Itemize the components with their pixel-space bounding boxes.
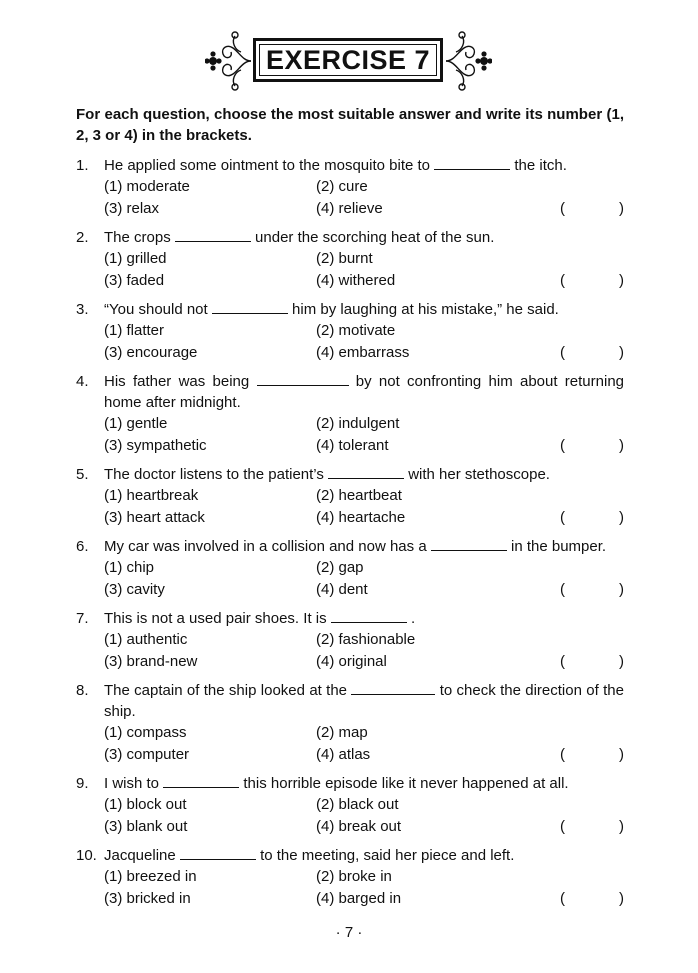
option-3: (3) brand-new (104, 652, 198, 670)
answer-blank[interactable] (175, 228, 251, 242)
question-item (76, 845, 624, 909)
question-text-before: “You should not (104, 301, 208, 318)
bracket-open: ( (560, 271, 565, 289)
question-text (104, 155, 624, 176)
options-row (76, 342, 624, 364)
option-4: (4) withered (316, 271, 396, 289)
question-number: 3. (76, 301, 89, 318)
answer-blank[interactable] (351, 681, 435, 695)
question-text (104, 845, 624, 866)
bracket-close: ) (619, 580, 624, 598)
option-1: (1) gentle (104, 415, 168, 432)
option-3: (3) computer (104, 745, 190, 763)
bracket-close: ) (619, 889, 624, 907)
option-1: (1) block out (104, 796, 187, 813)
options-row (76, 794, 624, 816)
options-row (76, 651, 624, 673)
option-3: (3) blank out (104, 817, 188, 835)
options-row (76, 485, 624, 507)
option-2: (2) motivate (316, 322, 396, 339)
options-row (76, 579, 624, 601)
question-text-before: The doctor listens to the patient’s (104, 466, 324, 483)
bracket-close: ) (619, 271, 624, 289)
bracket-open: ( (560, 436, 565, 454)
options-row (76, 744, 624, 766)
options-row (76, 198, 624, 220)
options-row (76, 248, 624, 270)
options-row (76, 176, 624, 198)
question-text-after: to check the direction of the ship. (104, 682, 624, 720)
question-number: 5. (76, 466, 89, 483)
question-text-after: under the scorching heat of the sun. (255, 229, 495, 246)
bracket-open: ( (560, 343, 565, 361)
option-4: (4) heartache (316, 508, 406, 526)
answer-bracket[interactable] (560, 198, 624, 220)
question-item (76, 299, 624, 363)
option-2: (2) fashionable (316, 631, 416, 648)
question-text-before: This is not a used pair shoes. It is (104, 610, 327, 627)
question-item (76, 536, 624, 600)
options-row (76, 888, 624, 910)
answer-bracket[interactable] (560, 888, 624, 910)
question-text-after: him by laughing at his mistake,” he said. (292, 301, 559, 318)
question-text-before: He applied some ointment to the mosquito bite to (104, 157, 431, 174)
answer-blank[interactable] (257, 372, 349, 386)
answer-bracket[interactable] (560, 270, 624, 292)
question-number: 7. (76, 610, 89, 627)
option-1: (1) authentic (104, 631, 188, 648)
answer-bracket[interactable] (560, 651, 624, 673)
question-item (76, 371, 624, 456)
option-4: (4) original (316, 652, 387, 670)
question-number: 2. (76, 229, 89, 246)
option-1: (1) chip (104, 559, 155, 576)
question-list (76, 155, 624, 917)
option-1: (1) flatter (104, 322, 165, 339)
option-4: (4) dent (316, 580, 368, 598)
options-row (76, 413, 624, 435)
option-2: (2) cure (316, 178, 368, 195)
question-text-before: The crops (104, 229, 171, 246)
options-row (76, 866, 624, 888)
question-number: 10. (76, 847, 97, 864)
answer-bracket[interactable] (560, 435, 624, 457)
option-1: (1) moderate (104, 178, 190, 195)
question-text (104, 773, 624, 794)
question-text (104, 227, 624, 248)
option-3: (3) relax (104, 199, 160, 217)
options-row (76, 816, 624, 838)
bracket-open: ( (560, 199, 565, 217)
bracket-close: ) (619, 436, 624, 454)
question-item (76, 773, 624, 837)
answer-bracket[interactable] (560, 744, 624, 766)
answer-blank[interactable] (331, 609, 407, 623)
title-frame (253, 38, 443, 82)
question-text (104, 299, 624, 320)
question-number: 1. (76, 157, 89, 174)
question-text (104, 608, 624, 629)
question-text-before: The captain of the ship looked at the (104, 682, 348, 699)
option-2: (2) indulgent (316, 415, 400, 432)
option-3: (3) faded (104, 271, 165, 289)
question-text-after: to the meeting, said her piece and left. (260, 847, 515, 864)
answer-blank[interactable] (163, 774, 239, 788)
question-text-after: the itch. (514, 157, 567, 174)
question-text-before: My car was involved in a collision and now has a (104, 538, 427, 555)
option-1: (1) compass (104, 724, 187, 741)
question-text-before: I wish to (104, 775, 160, 792)
answer-bracket[interactable] (560, 342, 624, 364)
answer-blank[interactable] (328, 465, 404, 479)
option-4: (4) break out (316, 817, 402, 835)
question-text (104, 680, 624, 722)
question-text (104, 464, 624, 485)
question-item (76, 464, 624, 528)
question-item (76, 680, 624, 765)
options-row (76, 629, 624, 651)
page-title: EXERCISE 7 (265, 44, 431, 75)
question-text-before: Jacqueline (104, 847, 176, 864)
option-4: (4) tolerant (316, 436, 389, 454)
bracket-close: ) (619, 508, 624, 526)
page-number: · 7 · (335, 924, 363, 941)
option-2: (2) black out (316, 796, 399, 813)
options-row (76, 320, 624, 342)
option-2: (2) broke in (316, 868, 392, 885)
option-3: (3) sympathetic (104, 436, 207, 454)
option-3: (3) encourage (104, 343, 198, 361)
question-number: 9. (76, 775, 89, 792)
question-text-after: . (410, 610, 416, 627)
options-row (76, 270, 624, 292)
option-4: (4) barged in (316, 889, 402, 907)
bracket-open: ( (560, 508, 565, 526)
question-item (76, 227, 624, 291)
answer-blank[interactable] (212, 300, 288, 314)
option-3: (3) heart attack (104, 508, 205, 526)
answer-bracket[interactable] (560, 579, 624, 601)
question-text-after: with her stethoscope. (408, 466, 550, 483)
bracket-close: ) (619, 817, 624, 835)
question-text (104, 536, 624, 557)
answer-bracket[interactable] (560, 816, 624, 838)
bracket-close: ) (619, 343, 624, 361)
bracket-close: ) (619, 652, 624, 670)
question-number: 6. (76, 538, 89, 555)
bracket-open: ( (560, 745, 565, 763)
option-1: (1) heartbreak (104, 487, 199, 504)
ornament-left-icon (205, 30, 253, 92)
option-3: (3) cavity (104, 580, 165, 598)
bracket-open: ( (560, 652, 565, 670)
bracket-open: ( (560, 580, 565, 598)
option-2: (2) gap (316, 559, 364, 576)
answer-blank[interactable] (431, 537, 507, 551)
bracket-open: ( (560, 889, 565, 907)
answer-blank[interactable] (180, 846, 256, 860)
question-text-after: in the bumper. (511, 538, 607, 555)
option-4: (4) relieve (316, 199, 383, 217)
option-1: (1) grilled (104, 250, 167, 267)
option-4: (4) embarrass (316, 343, 410, 361)
question-text-after: by not confronting him about returning home after midnight. (104, 373, 624, 411)
option-2: (2) map (316, 724, 368, 741)
ornament-right-icon (444, 30, 492, 92)
bracket-close: ) (619, 199, 624, 217)
exercise-header (0, 30, 698, 92)
option-2: (2) burnt (316, 250, 373, 267)
question-text (104, 371, 624, 413)
answer-blank[interactable] (434, 156, 510, 170)
question-text-before: His father was being (104, 373, 250, 390)
options-row (76, 507, 624, 529)
options-row (76, 557, 624, 579)
bracket-close: ) (619, 745, 624, 763)
question-number: 4. (76, 373, 89, 390)
question-text-after: this horrible episode like it never happened at all. (243, 775, 569, 792)
option-1: (1) breezed in (104, 868, 197, 885)
answer-bracket[interactable] (560, 507, 624, 529)
question-item (76, 608, 624, 672)
question-number: 8. (76, 682, 89, 699)
instructions: For each question, choose the most suitable answer and write its number (1, 2, 3 or 4) in the brackets. (76, 106, 624, 144)
option-2: (2) heartbeat (316, 487, 402, 504)
options-row (76, 722, 624, 744)
bracket-open: ( (560, 817, 565, 835)
question-item (76, 155, 624, 219)
options-row (76, 435, 624, 457)
option-4: (4) atlas (316, 745, 371, 763)
option-3: (3) bricked in (104, 889, 191, 907)
